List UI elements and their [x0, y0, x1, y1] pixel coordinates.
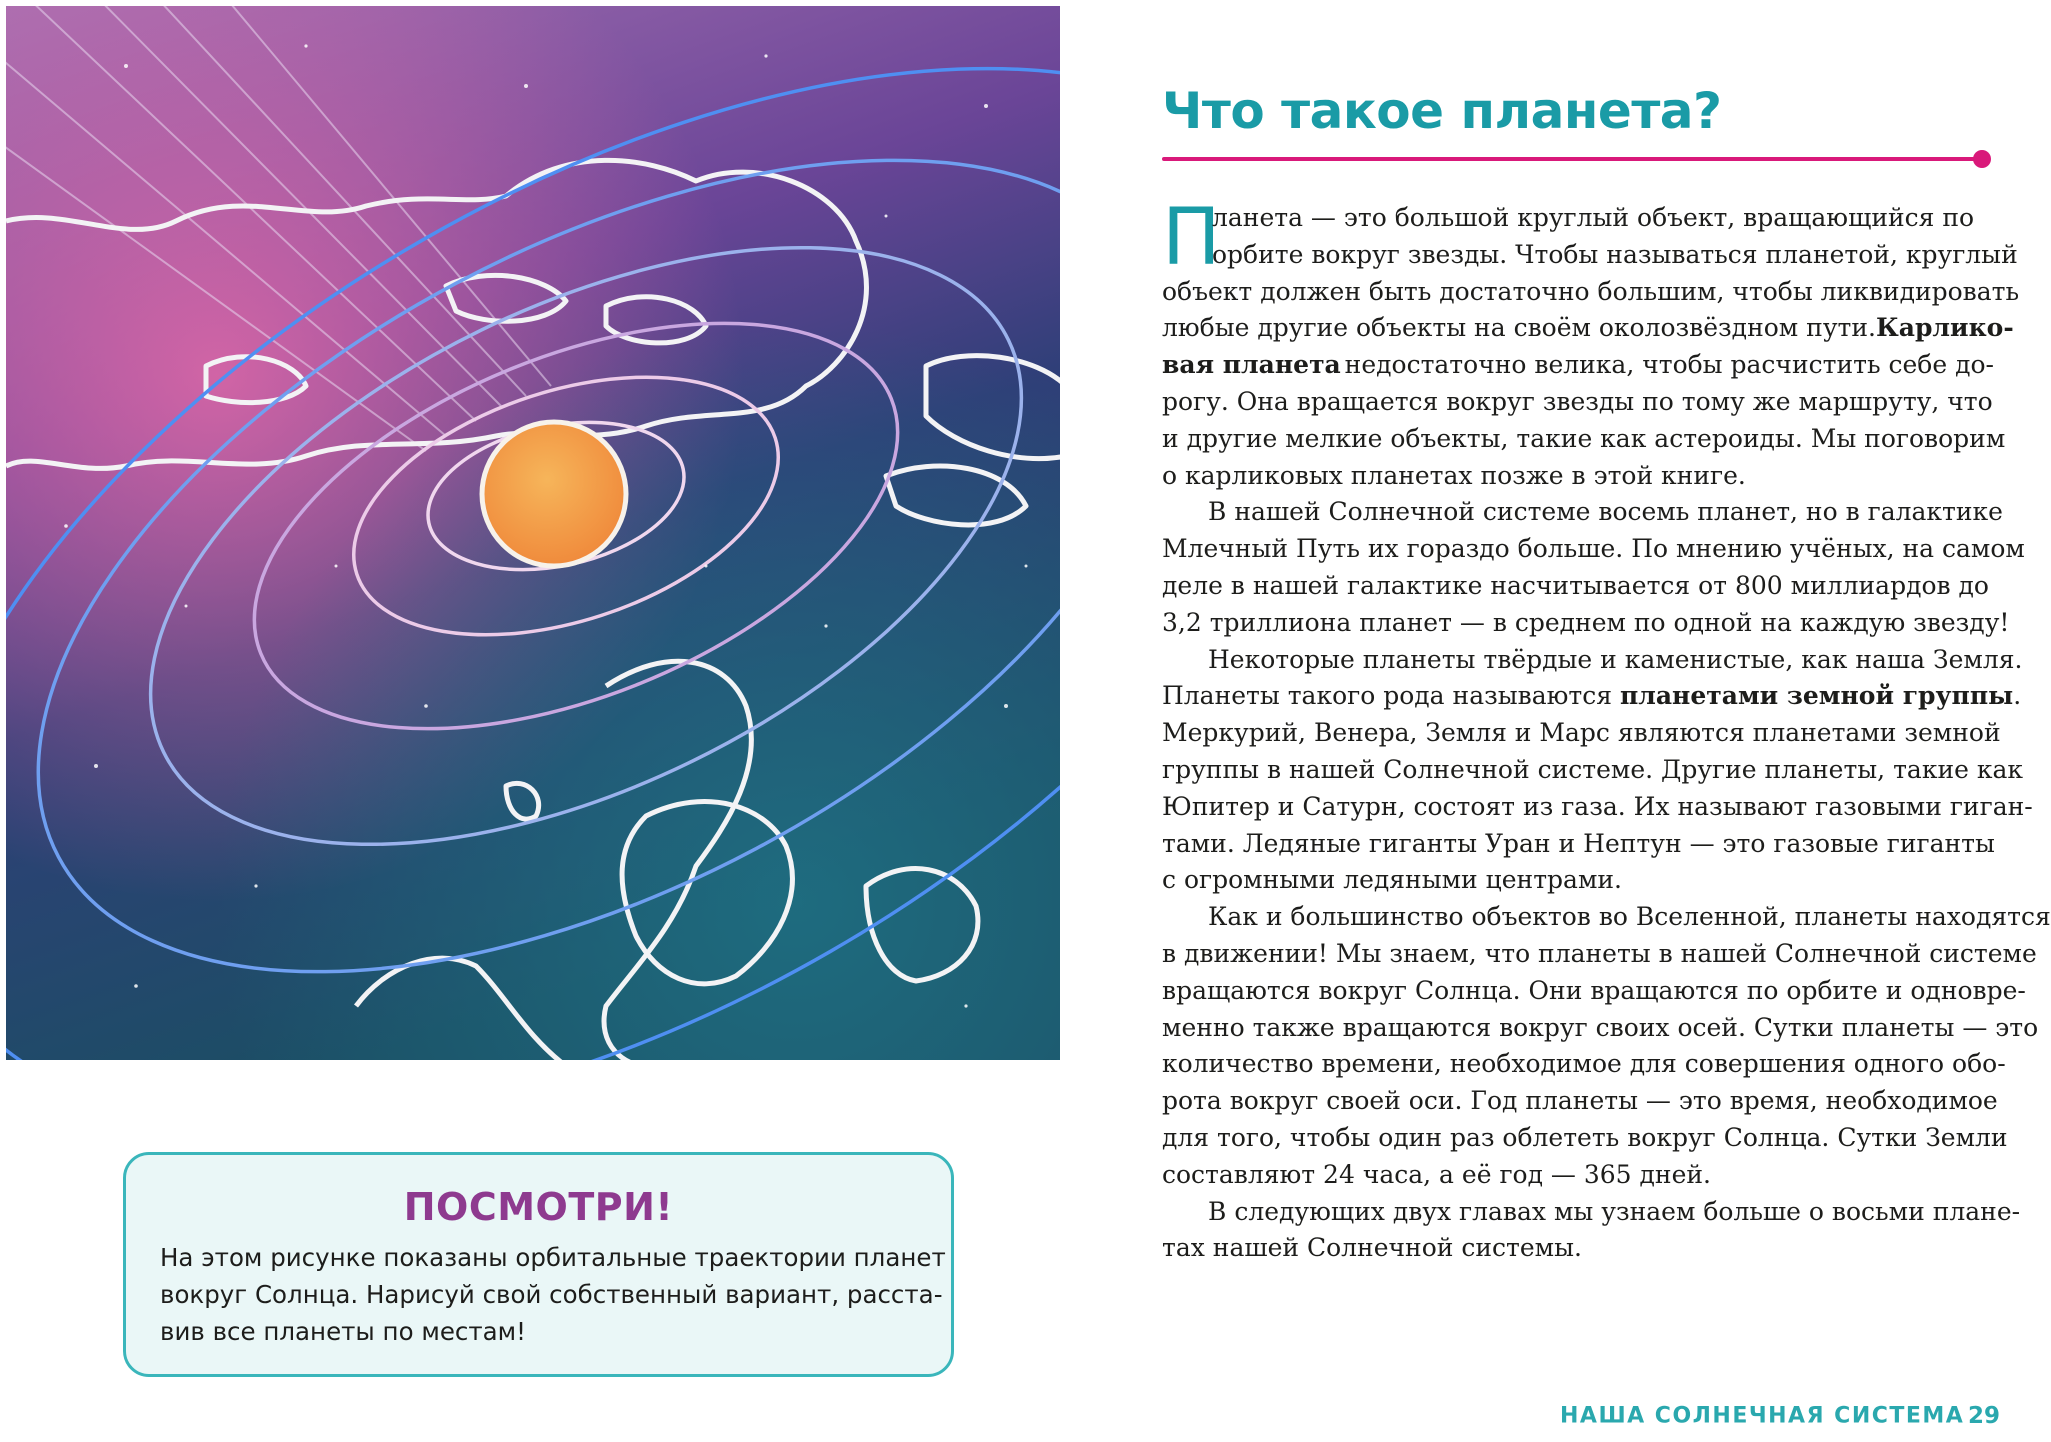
article-body [1162, 200, 2051, 1267]
text-line: любые другие объекты на своём околозвёздном пути. Карлико- [1162, 313, 2014, 343]
callout-line: вокруг Солнца. Нарисуй свой собственный вариант, расста- [160, 1280, 943, 1309]
text-line: Некоторые планеты твёрдые и каменистые, как наша Земля. [1208, 644, 2023, 674]
callout-line: вив все планеты по местам! [160, 1317, 526, 1346]
text-line: Меркурий, Венера, Земля и Марс являются планетами земной [1162, 718, 2001, 748]
text-line: В нашей Солнечной системе восемь планет, но в галактике [1208, 497, 2003, 527]
text-line: и другие мелкие объекты, такие как астероиды. Мы поговорим [1162, 423, 2006, 453]
text-line: менно также вращаются вокруг своих осей. Сутки планеты — это [1162, 1012, 2039, 1042]
page-heading: Что такое планета? [1162, 82, 1722, 140]
text-line: ланета — это большой круглый объект, вращающийся по [1212, 203, 1975, 232]
drop-cap: П [1162, 193, 1221, 283]
page-number: 29 [1968, 1403, 2001, 1429]
callout-body [160, 1239, 946, 1350]
text-line: количество времени, необходимое для совершения одного обо- [1162, 1049, 2006, 1079]
text-line: группы в нашей Солнечной системе. Другие планеты, такие как [1162, 754, 2023, 784]
text-line: вращаются вокруг Солнца. Они вращаются по орбите и одновре- [1162, 975, 2026, 1005]
text-line: о карликовых планетах позже в этой книге. [1162, 460, 1746, 490]
text-line: орбите вокруг звезды. Чтобы называться планетой, круглый [1212, 239, 2018, 269]
text-line: для того, чтобы один раз облететь вокруг Солнца. Сутки Земли [1162, 1122, 2008, 1152]
text-line: в движении! Мы знаем, что планеты в нашей Солнечной системе [1162, 938, 2037, 968]
text-line: тах нашей Солнечной системы. [1162, 1233, 1582, 1263]
footer-section-title: НАША СОЛНЕЧНАЯ СИСТЕМА [1560, 1403, 1965, 1429]
text-line: Как и большинство объектов во Вселенной, планеты находятся [1208, 902, 2051, 932]
text-line: рогу. Она вращается вокруг звезды по тому же маршруту, что [1162, 386, 1993, 416]
text-line: Юпитер и Сатурн, состоят из газа. Их называют газовыми гиган- [1162, 791, 2033, 821]
text-line: рота вокруг своей оси. Год планеты — это время, необходимое [1162, 1086, 1998, 1116]
text-line: объект должен быть достаточно большим, чтобы ликвидировать [1162, 276, 2020, 306]
text-line: тами. Ледяные гиганты Уран и Нептун — это газовые гиганты [1162, 828, 1995, 858]
heading-divider [1162, 157, 1982, 161]
text-line: с огромными ледяными центрами. [1162, 865, 1622, 895]
text-line: деле в нашей галактике насчитывается от 800 миллиардов до [1162, 570, 1989, 600]
callout-line: На этом рисунке показаны орбитальные траектории планет [160, 1243, 946, 1272]
callout-box [123, 1152, 954, 1377]
solar-system-illustration [6, 6, 1060, 1060]
text-line: В следующих двух главах мы узнаем больше о восьми плане- [1208, 1196, 2021, 1226]
heading-divider-dot [1973, 150, 1991, 168]
text-line: вая планета недостаточно велика, чтобы расчистить себе до- [1162, 350, 1994, 380]
text-line: составляют 24 часа, а её год — 365 дней. [1162, 1159, 1711, 1189]
text-line: Млечный Путь их гораздо больше. По мнению учёных, на самом [1162, 534, 2025, 564]
text-line: Планеты такого рода называются планетами земной группы. [1162, 681, 2022, 711]
text-line: 3,2 триллиона планет — в среднем по одной на каждую звезду! [1162, 607, 2010, 637]
callout-title: ПОСМОТРИ! [403, 1185, 674, 1229]
